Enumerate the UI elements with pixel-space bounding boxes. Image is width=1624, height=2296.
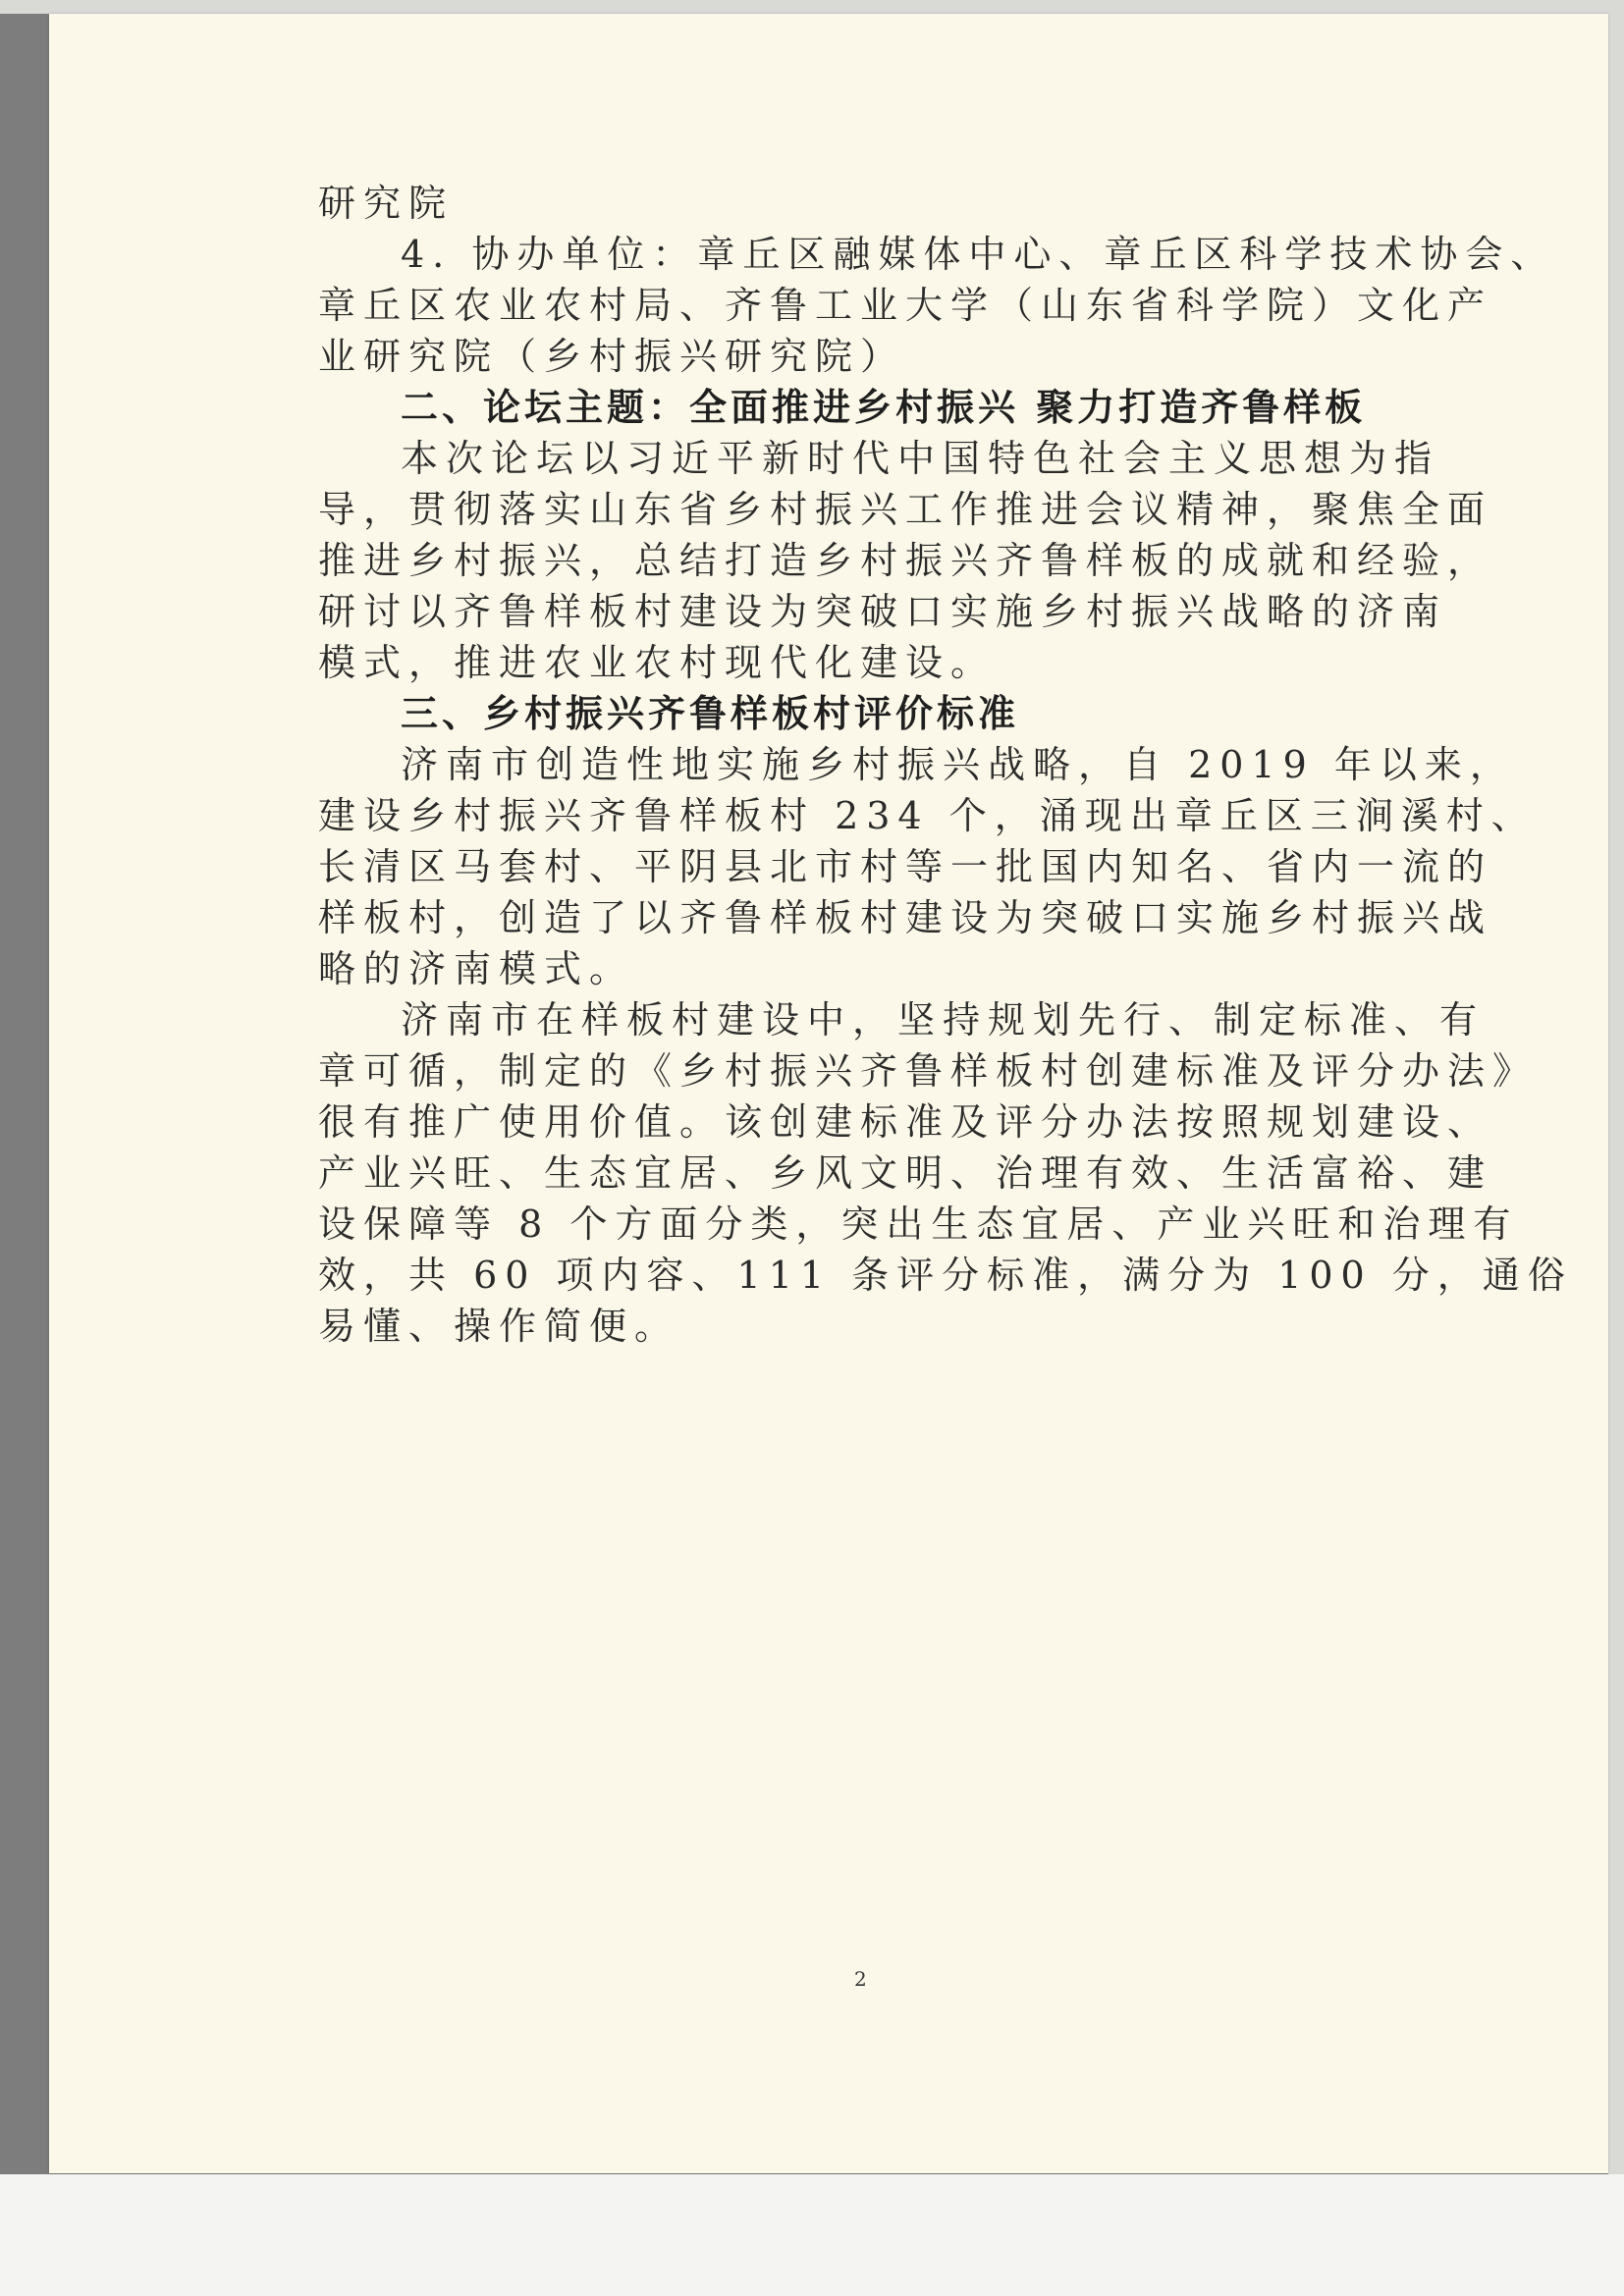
scan-edge-bottom <box>0 2174 1624 2296</box>
text-line: 4. 协办单位：章丘区融媒体中心、章丘区科学技术协会、 <box>401 233 1556 276</box>
text-line: 效，共 60 项内容、111 条评分标准，满分为 100 分，通俗 <box>318 1254 1573 1297</box>
text-line: 研究院 <box>318 182 455 225</box>
text-line: 本次论坛以习近平新时代中国特色社会主义思想为指 <box>401 437 1440 480</box>
text-line: 推进乡村振兴，总结打造乡村振兴齐鲁样板的成就和经验， <box>318 539 1493 582</box>
text-line: 产业兴旺、生态宜居、乡风文明、治理有效、生活富裕、建 <box>318 1151 1493 1195</box>
text-line: 设保障等 8 个方面分类，突出生态宜居、产业兴旺和治理有 <box>318 1202 1519 1246</box>
text-line: 导，贯彻落实山东省乡村振兴工作推进会议精神，聚焦全面 <box>318 488 1493 531</box>
text-line: 略的济南模式。 <box>318 947 635 990</box>
scan-edge-right <box>1608 0 1624 2296</box>
page-number: 2 <box>854 1967 867 1991</box>
text-line: 章可循，制定的《乡村振兴齐鲁样板村创建标准及评分办法》 <box>318 1049 1539 1093</box>
text-line: 建设乡村振兴齐鲁样板村 234 个，涌现出章丘区三涧溪村、 <box>318 794 1537 837</box>
text-line: 很有推广使用价值。该创建标准及评分办法按照规划建设、 <box>318 1100 1493 1144</box>
scan-edge-top <box>0 0 1624 14</box>
text-line: 章丘区农业农村局、齐鲁工业大学（山东省科学院）文化产 <box>318 284 1493 327</box>
text-line: 易懂、操作简便。 <box>318 1305 680 1348</box>
text-line: 业研究院（乡村振兴研究院） <box>318 335 906 378</box>
text-line: 长清区马套村、平阴县北市村等一批国内知名、省内一流的 <box>318 845 1493 888</box>
section-heading-standard: 三、乡村振兴齐鲁样板村评价标准 <box>401 692 1020 735</box>
document-page <box>49 14 1608 2173</box>
text-line: 模式，推进农业农村现代化建设。 <box>318 641 997 684</box>
section-heading-theme: 二、论坛主题：全面推进乡村振兴 聚力打造齐鲁样板 <box>401 386 1367 429</box>
text-line: 济南市创造性地实施乡村振兴战略，自 2019 年以来， <box>401 743 1515 786</box>
text-line: 济南市在样板村建设中，坚持规划先行、制定标准、有 <box>401 998 1486 1041</box>
text-line: 研讨以齐鲁样板村建设为突破口实施乡村振兴战略的济南 <box>318 590 1448 633</box>
text-line: 样板村，创造了以齐鲁样板村建设为突破口实施乡村振兴战 <box>318 896 1493 939</box>
